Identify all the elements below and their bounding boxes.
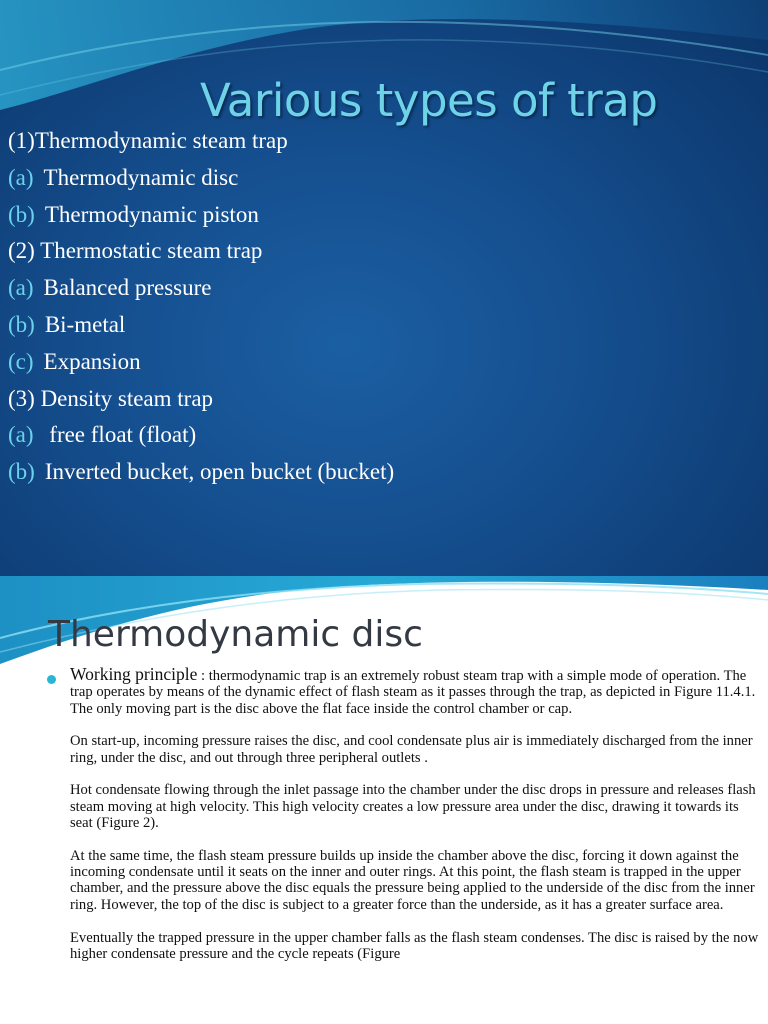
list-item [8, 454, 748, 491]
paragraph: Eventually the trapped pressure in the upper chamber falls as the flash steam condenses. The disc is raised by the now higher condensate pressure and the cycle repeats (Figure [70, 929, 759, 962]
list-item-text: Bi-metal [44, 311, 126, 337]
list-marker: (a) [8, 275, 34, 301]
list-item-text: Thermodynamic piston [44, 201, 259, 227]
list-item [8, 307, 748, 344]
slide-title: Thermodynamic disc [48, 614, 423, 655]
list-item [8, 381, 748, 418]
slide-body [70, 666, 760, 979]
list-marker: (a) [8, 422, 34, 448]
list-item-text: Thermodynamic disc [43, 164, 239, 190]
slide-thermodynamic-disc [0, 576, 768, 1024]
slide-title: Various types of trap [200, 74, 658, 127]
list-item [8, 123, 748, 160]
bullet-dot [47, 675, 56, 684]
list-marker: (b) [8, 311, 35, 337]
list-item-text: (1)Thermodynamic steam trap [8, 128, 288, 153]
trap-types-list [8, 123, 748, 491]
paragraph: Hot condensate flowing through the inlet passage into the chamber under the disc drops in pressure and releases flash steam moving at high velocity. This high velocity creates a low pressure area under the disc, drawing it towards its seat (Figure 2). [70, 782, 756, 832]
paragraph [70, 666, 760, 717]
list-item-text: Inverted bucket, open bucket (bucket) [44, 459, 395, 485]
list-marker: (b) [8, 201, 35, 227]
list-item-text: free float (float) [43, 422, 197, 448]
list-marker: (a) [8, 164, 34, 190]
list-item-text: Balanced pressure [43, 275, 212, 301]
lead-label: Working principle [70, 664, 198, 684]
list-item [8, 344, 748, 381]
paragraph-text: : thermodynamic trap is an extremely robust steam trap with a simple mode of operation. The trap operates by means of the dynamic effect of flash steam as it passes through the trap, as depicted in Figure 11.4.1. The only moving part is the disc above the flat face inside the control chamber or cap. [70, 668, 756, 717]
list-item-text: (3) Density steam trap [8, 385, 214, 411]
list-item-text: (2) Thermostatic steam trap [8, 238, 263, 264]
list-marker: (b) [8, 459, 35, 485]
list-item [8, 233, 748, 270]
list-item [8, 270, 748, 307]
list-item-text: Expansion [43, 348, 141, 374]
paragraph: On start-up, incoming pressure raises the disc, and cool condensate plus air is immediately discharged from the inner ring, under the disc, and out through three peripheral outlets . [70, 733, 753, 766]
list-item [8, 417, 748, 454]
list-item [8, 160, 748, 197]
list-marker: (c) [8, 348, 34, 374]
paragraph: At the same time, the flash steam pressure builds up inside the chamber above the disc, forcing it down against the incoming condensate until it seats on the inner and outer rings. At this point, the flash steam is trapped in the upper chamber, and the pressure above the disc equals the pressure being applied to the underside of the disc from the inner ring. However, the top of the disc is subject to a greater force than the underside, as it has a greater surface area. [70, 847, 755, 913]
list-item [8, 197, 748, 234]
